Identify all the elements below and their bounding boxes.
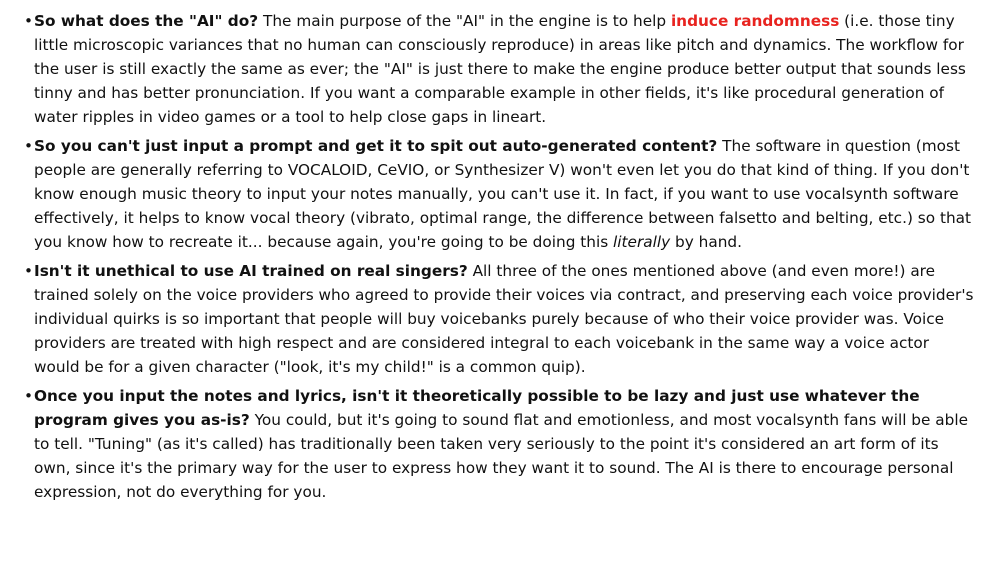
faq-answer: You could, but it's going to sound flat and emotionless, and most vocalsynth fans will be able to tell. "Tuning" (as it's called) has traditionally been taken very seriously to the point it's considered an art form of its own, since it's the primary way for the user to express how they want it to sound. The AI is there to encourage personal expression, not do everything for you. — [34, 411, 969, 501]
faq-item-ai-role — [24, 9, 974, 129]
faq-question: So you can't just input a prompt and get it to spit out auto-generated content? — [34, 137, 718, 155]
highlight-text: induce randomness — [670, 12, 840, 30]
faq-question: Once you input the notes and lyrics, isn't it theoretically possible to be lazy and just use whatever the program gives you as-is? — [34, 387, 920, 429]
emphasis-text: literally — [613, 233, 671, 251]
faq-item-ethics — [24, 259, 974, 379]
bullet-icon: • — [24, 137, 34, 155]
faq-item-prompt — [24, 134, 974, 254]
faq-question: Isn't it unethical to use AI trained on real singers? — [34, 262, 468, 280]
faq-answer-start: The software in question (most people are generally referring to VOCALOID, CeVIO, or Synthesizer V) won't even let you do that kind of thing. If you don't know enough music theory to input your notes manually, you can't use it. In fact, if you want to use vocalsynth software effectively, it helps to know vocal theory (vibrato, optimal range, the difference between falsetto and belting, etc.) so that you know how to recreate it... because again, you're going to be doing this — [34, 137, 972, 251]
bullet-icon: • — [24, 387, 34, 405]
bullet-icon: • — [24, 262, 34, 280]
faq-question: So what does the "AI" do? — [34, 12, 259, 30]
faq-answer-start: The main purpose of the "AI" in the engine is to help — [258, 12, 671, 30]
bullet-icon: • — [24, 12, 34, 30]
faq-item-tuning — [24, 384, 974, 504]
faq-answer-end: by hand. — [670, 233, 742, 251]
faq-answer: All three of the ones mentioned above (and even more!) are trained solely on the voice providers who agreed to provide their voices via contract, and preserving each voice provider's individual quirks is so important that people will buy voicebanks purely because of who their voice provider was. Voice providers are treated with high respect and are considered integral to each voicebank in the same way a voice actor would be for a given character ("look, it's my child!" is a common quip). — [34, 262, 974, 376]
faq-answer-end: (i.e. those tiny little microscopic variances that no human can consciously reproduce) in areas like pitch and dynamics. The workflow for the user is still exactly the same as ever; the "AI" is just there to make the engine produce better output that sounds less tinny and has better pronunciation. If you want a comparable example in other fields, it's like procedural generation of water ripples in video games or a tool to help close gaps in lineart. — [34, 12, 966, 126]
